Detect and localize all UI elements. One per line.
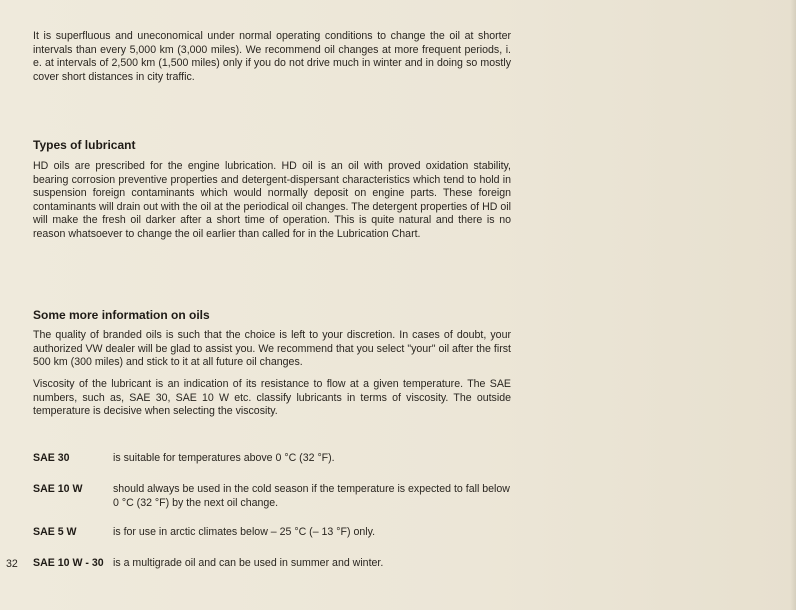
sae-description: is suitable for temperatures above 0 °C (32 °F). bbox=[113, 452, 335, 464]
sae-term: SAE 10 W bbox=[33, 483, 83, 495]
page-number: 32 bbox=[6, 558, 18, 570]
types-of-lubricant-paragraph: HD oils are prescribed for the engine lubrication. HD oil is an oil with proved oxidation stability, bearing corrosion preventive properties and detergent-dispersant characteristics which tend to hold in suspension foreign contaminants which would normally deposit on engine parts. These foreign contaminants will drain out with the oil at the periodical oil changes. The detergent properties of HD oil will make the fresh oil darker after a short time of operation. This is quite natural and there is no reason whatsoever to change the oil earlier than called for in the Lubrication Chart. bbox=[33, 160, 511, 240]
sae-term: SAE 30 bbox=[33, 452, 70, 464]
sae-description: should always be used in the cold season if the temperature is expected to fall below 0 °C (32 °F) by the next oil change. bbox=[113, 483, 510, 509]
intro-paragraph: It is superfluous and uneconomical under normal operating conditions to change the oil at shorter intervals than every 5,000 km (3,000 miles). We recommend oil changes at more frequent periods, i. e. at intervals of 2,500 km (1,500 miles) only if you do not drive much in winter and in doing so mostly cover short distances in city traffic. bbox=[33, 30, 511, 83]
page-edge bbox=[790, 0, 796, 610]
heading-types-of-lubricant: Types of lubricant bbox=[33, 138, 136, 152]
sae-term: SAE 5 W bbox=[33, 526, 77, 538]
viscosity-paragraph: Viscosity of the lubricant is an indication of its resistance to flow at a given temperature. The SAE numbers, such as, SAE 30, SAE 10 W etc. classify lubricants in terms of viscosity. The outside temperature is decisive when selecting the viscosity. bbox=[33, 378, 511, 418]
heading-more-information-on-oils: Some more information on oils bbox=[33, 308, 210, 322]
sae-description: is for use in arctic climates below – 25 °C (– 13 °F) only. bbox=[113, 526, 376, 538]
sae-term: SAE 10 W - 30 bbox=[33, 557, 104, 569]
sae-description: is a multigrade oil and can be used in summer and winter. bbox=[113, 557, 384, 569]
branded-oils-paragraph: The quality of branded oils is such that the choice is left to your discretion. In cases of doubt, your authorized VW dealer will be glad to assist you. We recommend that you select "your" oil after the first 500 km (300 miles) and stick to it at all future oil changes. bbox=[33, 329, 511, 369]
